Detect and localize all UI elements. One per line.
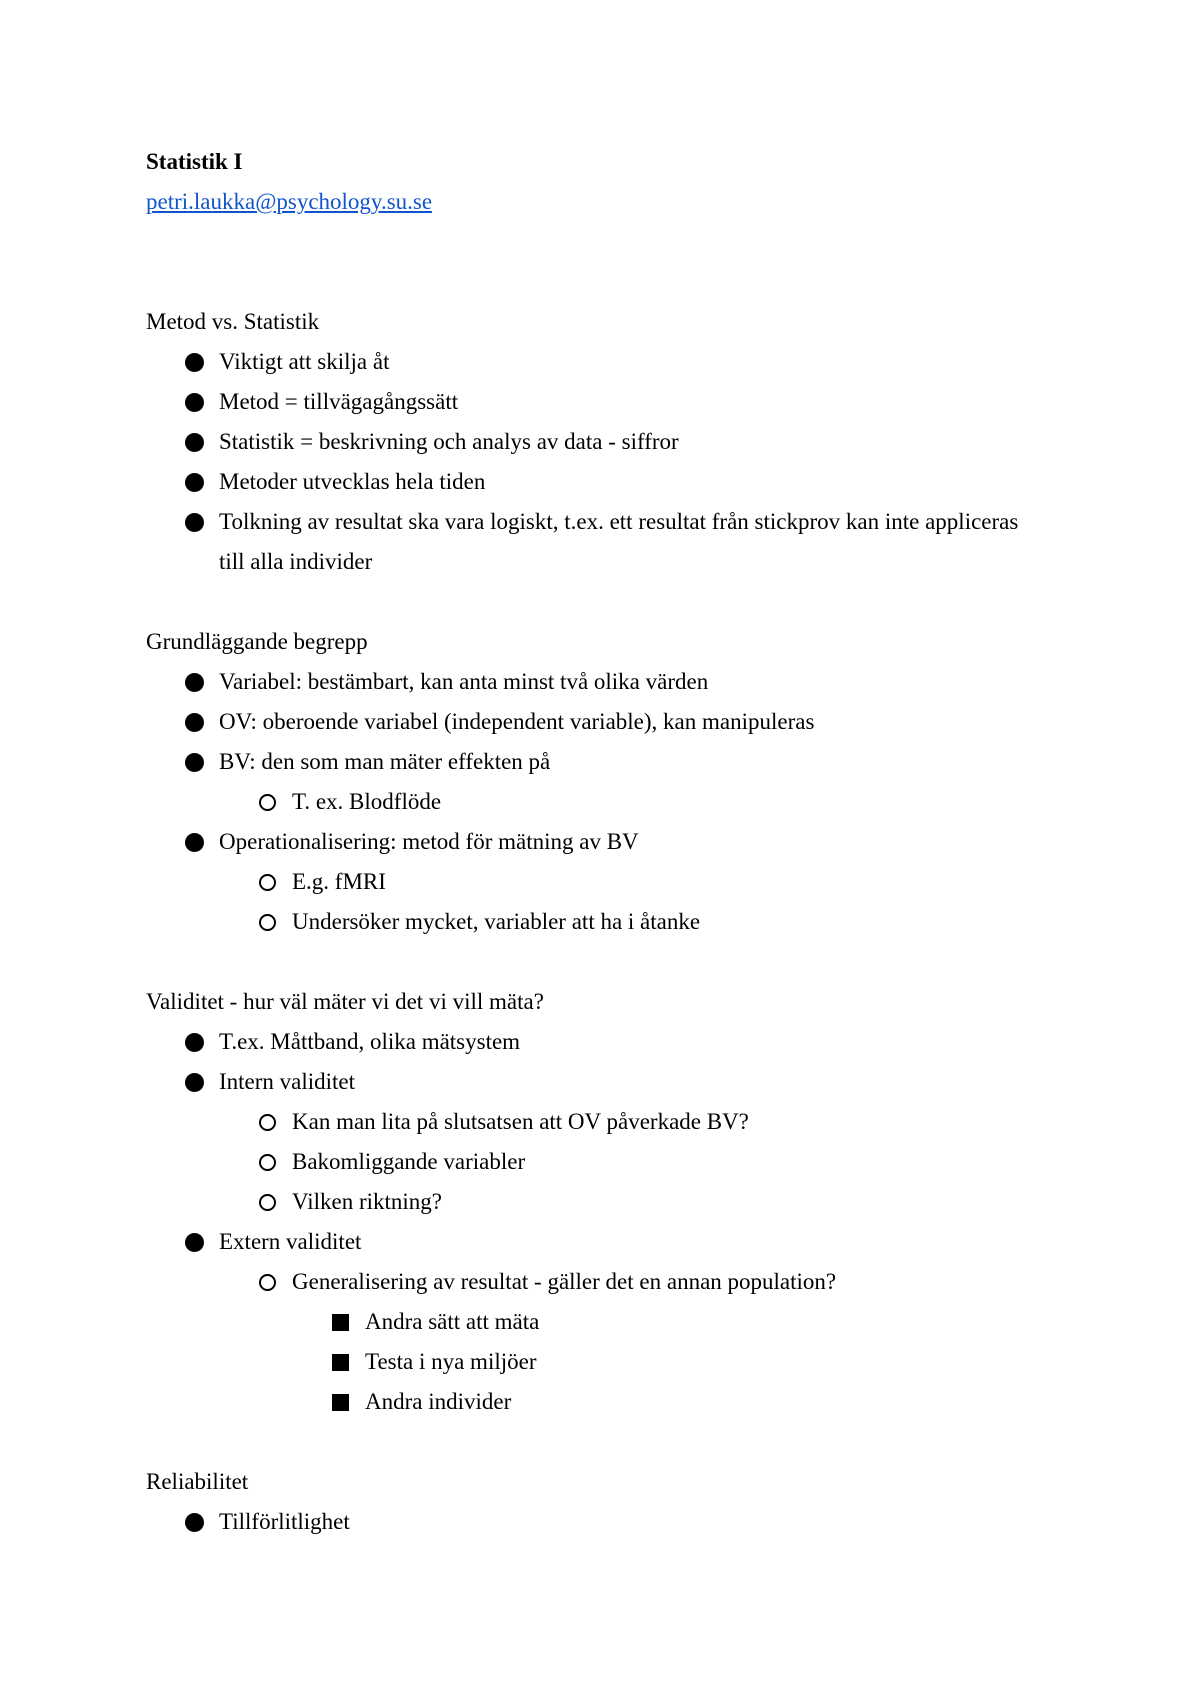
list-item-text: Testa i nya miljöer [365,1349,537,1374]
bullet-list [146,662,1046,942]
section [146,1462,1046,1542]
list-item-text: Variabel: bestämbart, kan anta minst två olika värden [219,669,709,694]
list-item [146,1302,1046,1342]
filled-circle-bullet-icon [182,702,206,742]
list-item-text: Extern validitet [219,1229,362,1254]
list-item [146,1062,1046,1102]
list-item-text: T. ex. Blodflöde [292,789,442,814]
filled-circle-bullet-icon [182,662,206,702]
section-heading: Reliabilitet [146,1469,249,1494]
list-item [146,1182,1046,1222]
list-item-text: Statistik = beskrivning och analys av data - siffror [219,429,679,454]
filled-circle-bullet-icon [182,382,206,422]
hollow-circle-bullet-icon [255,1142,279,1182]
list-item [146,342,1046,382]
bullet-list [146,1502,1046,1542]
hollow-circle-bullet-icon [255,1262,279,1302]
filled-circle-bullet-icon [182,1062,206,1102]
section [146,302,1046,582]
list-item-text: Andra sätt att mäta [365,1309,540,1334]
hollow-circle-bullet-icon [255,782,279,822]
section-heading: Grundläggande begrepp [146,629,368,654]
list-item [146,1142,1046,1182]
hollow-circle-bullet-icon [255,1102,279,1142]
list-item [146,782,1046,822]
list-item [146,1502,1046,1542]
square-bullet-icon [328,1302,352,1342]
list-item-text: Tolkning av resultat ska vara logiskt, t.ex. ett resultat från stickprov kan inte appliceras till alla individer [219,509,1019,574]
hollow-circle-bullet-icon [255,862,279,902]
list-item [146,1102,1046,1142]
list-item-text: Viktigt att skilja åt [219,349,390,374]
document-body [146,302,1046,1542]
filled-circle-bullet-icon [182,822,206,862]
list-item-text: Vilken riktning? [292,1189,443,1214]
list-item-text: Metod = tillvägagångssätt [219,389,459,414]
list-item-text: Kan man lita på slutsatsen att OV påverkade BV? [292,1109,749,1134]
list-item [146,1382,1046,1422]
filled-circle-bullet-icon [182,502,206,542]
list-item [146,662,1046,702]
list-item-text: Bakomliggande variabler [292,1149,526,1174]
filled-circle-bullet-icon [182,1222,206,1262]
hollow-circle-bullet-icon [255,902,279,942]
square-bullet-icon [328,1382,352,1422]
list-item [146,462,1046,502]
list-item [146,382,1046,422]
list-item [146,702,1046,742]
list-item-text: OV: oberoende variabel (independent variable), kan manipuleras [219,709,815,734]
bullet-list [146,1022,1046,1422]
list-item [146,862,1046,902]
filled-circle-bullet-icon [182,342,206,382]
list-item [146,822,1046,862]
section [146,982,1046,1422]
list-item [146,502,1046,582]
list-item-text: E.g. fMRI [292,869,386,894]
document-title: Statistik I [146,149,243,174]
section [146,622,1046,942]
section-spacer [146,1422,1046,1462]
list-item-text: Intern validitet [219,1069,356,1094]
list-item-text: Generalisering av resultat - gäller det en annan population? [292,1269,837,1294]
filled-circle-bullet-icon [182,422,206,462]
list-item [146,902,1046,942]
list-item-text: Undersöker mycket, variabler att ha i åtanke [292,909,701,934]
filled-circle-bullet-icon [182,1502,206,1542]
filled-circle-bullet-icon [182,462,206,502]
bullet-list [146,342,1046,582]
section-spacer [146,942,1046,982]
list-item [146,422,1046,462]
square-bullet-icon [328,1342,352,1382]
list-item-text: Operationalisering: metod för mätning av BV [219,829,639,854]
section-spacer [146,582,1046,622]
list-item [146,1342,1046,1382]
list-item [146,1262,1046,1302]
email-link[interactable]: petri.laukka@psychology.su.se [146,189,433,214]
filled-circle-bullet-icon [182,1022,206,1062]
list-item-text: Andra individer [365,1389,512,1414]
list-item-text: BV: den som man mäter effekten på [219,749,551,774]
list-item-text: Tillförlitlighet [219,1509,350,1534]
section-heading: Metod vs. Statistik [146,309,320,334]
section-heading: Validitet - hur väl mäter vi det vi vill mäta? [146,989,544,1014]
list-item [146,1222,1046,1262]
list-item [146,1022,1046,1062]
filled-circle-bullet-icon [182,742,206,782]
hollow-circle-bullet-icon [255,1182,279,1222]
list-item-text: Metoder utvecklas hela tiden [219,469,486,494]
list-item [146,742,1046,782]
list-item-text: T.ex. Måttband, olika mätsystem [219,1029,521,1054]
